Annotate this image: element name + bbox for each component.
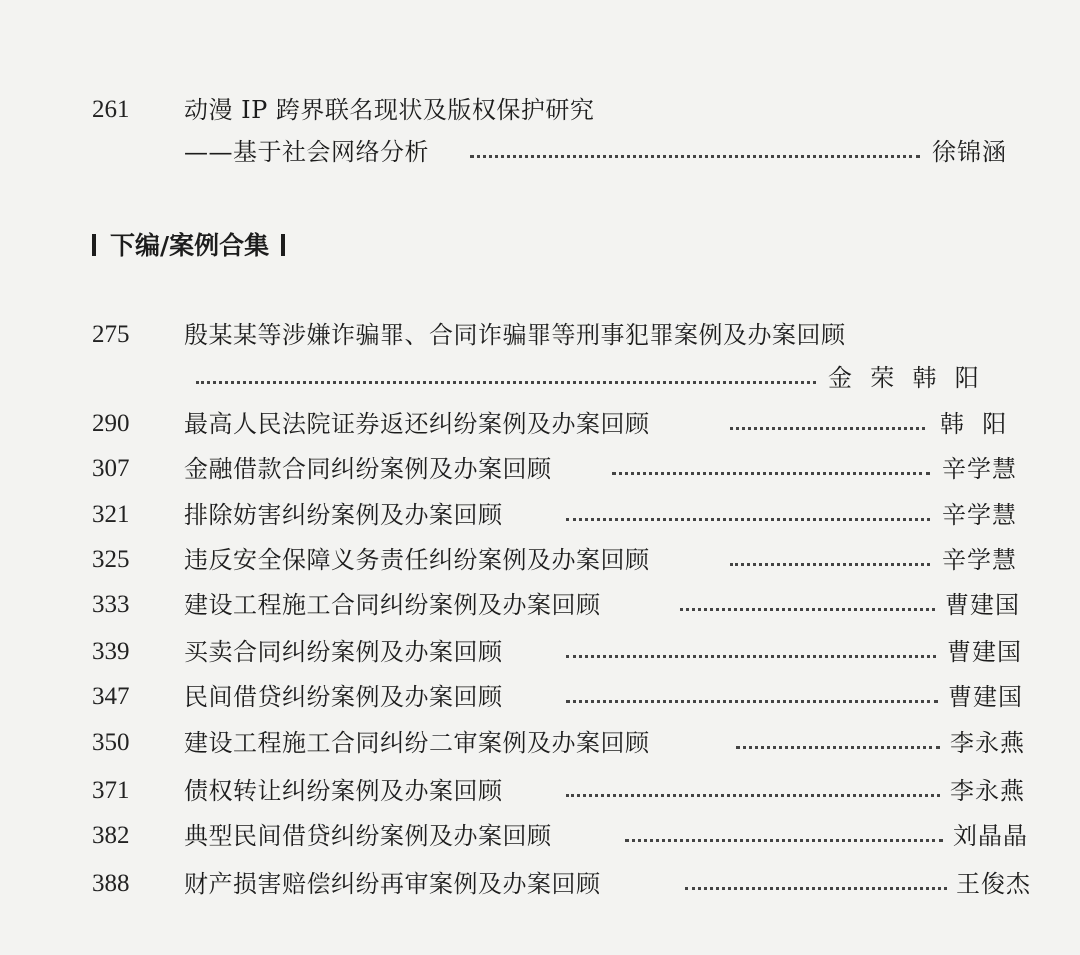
toc-entry: [0, 495, 1080, 535]
leader-dots: [612, 472, 930, 475]
entry-author: 李永燕: [950, 777, 1025, 805]
toc-entry-continuation: [0, 358, 1080, 398]
entry-title: 违反安全保障义务责任纠纷案例及办案回顾: [184, 546, 650, 574]
leader-dots: [566, 518, 930, 521]
toc-entry: [0, 90, 1080, 130]
entry-title: 殷某某等涉嫌诈骗罪、合同诈骗罪等刑事犯罪案例及办案回顾: [184, 321, 846, 349]
leader-dots: [566, 655, 936, 658]
page-number: 382: [92, 822, 130, 849]
page-number: 371: [92, 777, 130, 804]
page-number: 275: [92, 321, 130, 348]
page-number: 388: [92, 870, 130, 897]
entry-title: 建设工程施工合同纠纷案例及办案回顾: [184, 591, 601, 619]
entry-author: 金 荣 韩 阳: [828, 364, 980, 392]
toc-entry: [0, 816, 1080, 856]
page-number: 290: [92, 410, 130, 437]
leader-dots: [196, 381, 816, 384]
toc-entry: [0, 771, 1080, 811]
leader-dots: [680, 608, 935, 611]
entry-author: 辛学慧: [942, 455, 1017, 483]
entry-author: 王俊杰: [956, 870, 1031, 898]
page-number: 347: [92, 683, 130, 710]
leader-dots: [625, 839, 943, 842]
section-heading: [92, 228, 285, 264]
leader-dots: [470, 155, 920, 158]
entry-title: 动漫 IP 跨界联名现状及版权保护研究: [184, 96, 595, 124]
entry-title: 民间借贷纠纷案例及办案回顾: [184, 683, 503, 711]
toc-entry: [0, 864, 1080, 904]
toc-entry: [0, 723, 1080, 763]
toc-entry: [0, 632, 1080, 672]
entry-author: 曹建国: [947, 638, 1022, 666]
toc-entry: [0, 585, 1080, 625]
entry-subtitle: ——基于社会网络分析: [184, 138, 429, 166]
leader-dots: [685, 887, 947, 890]
entry-title: 典型民间借贷纠纷案例及办案回顾: [184, 822, 552, 850]
section-heading-text: 下编/案例合集: [110, 231, 270, 260]
leader-dots: [730, 427, 925, 430]
leader-dots: [566, 700, 938, 703]
toc-entry: [0, 540, 1080, 580]
page-number: 261: [92, 96, 130, 123]
toc-entry: [0, 315, 1080, 355]
leader-dots: [730, 563, 930, 566]
page-number: 325: [92, 546, 130, 573]
entry-author: 李永燕: [950, 729, 1025, 757]
entry-author: 辛学慧: [942, 546, 1017, 574]
entry-title: 建设工程施工合同纠纷二审案例及办案回顾: [184, 729, 650, 757]
heading-bar-right: [281, 234, 285, 256]
leader-dots: [566, 794, 940, 797]
entry-title: 金融借款合同纠纷案例及办案回顾: [184, 455, 552, 483]
entry-author: 刘晶晶: [953, 822, 1028, 850]
toc-entry: [0, 404, 1080, 444]
page-number: 339: [92, 638, 130, 665]
entry-author: 曹建国: [945, 591, 1020, 619]
entry-author: 辛学慧: [942, 501, 1017, 529]
entry-author: 曹建国: [948, 683, 1023, 711]
page-number: 350: [92, 729, 130, 756]
entry-title: 买卖合同纠纷案例及办案回顾: [184, 638, 503, 666]
page-number: 333: [92, 591, 130, 618]
toc-entry: [0, 677, 1080, 717]
entry-author: 徐锦涵: [932, 138, 1007, 166]
toc-entry-continuation: [0, 132, 1080, 172]
entry-title: 最高人民法院证券返还纠纷案例及办案回顾: [184, 410, 650, 438]
toc-entry: [0, 449, 1080, 489]
entry-title: 财产损害赔偿纠纷再审案例及办案回顾: [184, 870, 601, 898]
heading-bar-left: [92, 234, 96, 256]
page-number: 321: [92, 501, 130, 528]
entry-title: 排除妨害纠纷案例及办案回顾: [184, 501, 503, 529]
leader-dots: [736, 746, 940, 749]
entry-author: 韩 阳: [940, 410, 1008, 438]
entry-title: 债权转让纠纷案例及办案回顾: [184, 777, 503, 805]
page-number: 307: [92, 455, 130, 482]
